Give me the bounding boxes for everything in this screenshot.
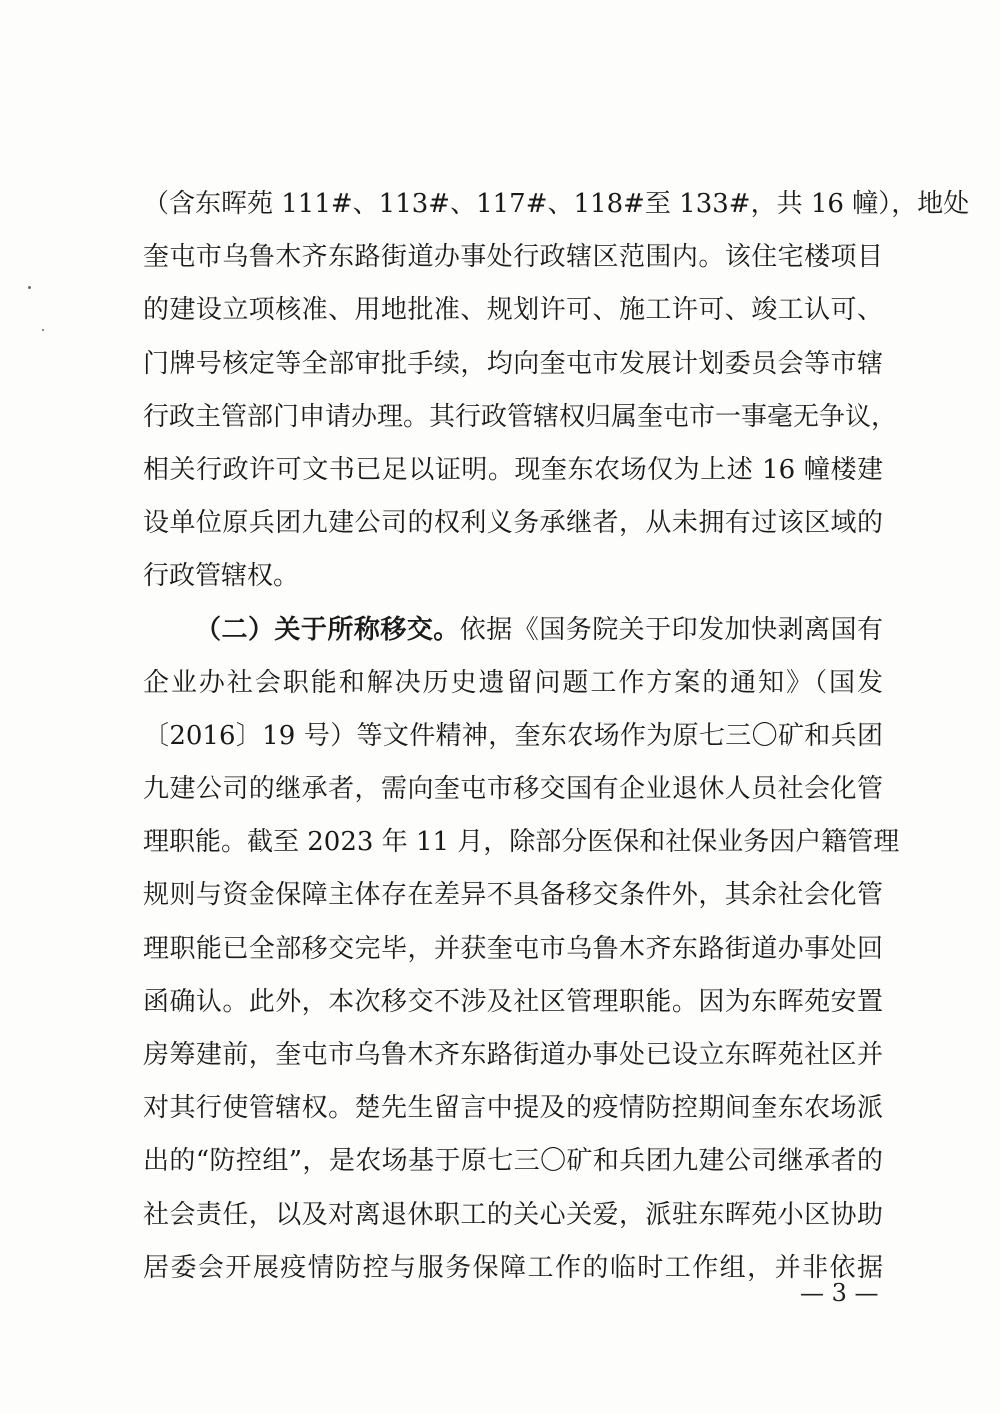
paragraph-line: 理职能。截至 2023 年 11 月，除部分医保和社保业务因户籍管理 <box>143 827 900 858</box>
paragraph-line: 〔2016〕19 号）等文件精神，奎东农场作为原七三〇矿和兵团 <box>143 720 883 751</box>
paragraph-line: 房筹建前，奎屯市乌鲁木齐东路街道办事处已设立东晖苑社区并 <box>143 1040 883 1070</box>
document-body <box>143 178 970 1295</box>
section-text: 依据《国务院关于印发加快剥离国有 <box>459 614 883 645</box>
scan-speck <box>28 286 31 289</box>
paragraph-line: 企业办社会职能和解决历史遗留问题工作方案的通知》（国发 <box>143 667 883 698</box>
paragraph-line: 理职能已全部移交完毕，并获奎屯市乌鲁木齐东路街道办事处回 <box>143 933 883 964</box>
paragraph-line: 设单位原兵团九建公司的权利义务承继者，从未拥有过该区域的 <box>143 508 883 539</box>
paragraph-line: 居委会开展疫情防控与服务保障工作的临时工作组，并非依据 <box>143 1252 883 1283</box>
paragraph-line: 规则与资金保障主体存在差异不具备移交条件外，其余社会化管 <box>143 880 883 911</box>
section-heading-line <box>143 604 883 657</box>
paragraph-line: （含东晖苑 111#、113#、117#、118#至 133#，共 16 幢），地处 <box>143 189 970 219</box>
section-heading: （二）关于所称移交。 <box>195 614 460 645</box>
paragraph-line: 相关行政许可文书已足以证明。现奎东农场仅为上述 16 幢楼建 <box>143 454 883 485</box>
paragraph-line: 行政主管部门申请办理。其行政管辖权归属奎屯市一事毫无争议， <box>143 401 898 432</box>
paragraph-line: 的建设立项核准、用地批准、规划许可、施工许可、竣工认可、 <box>143 295 883 326</box>
paragraph-line: 出的“防控组”，是农场基于原七三〇矿和兵团九建公司继承者的 <box>143 1146 883 1177</box>
paragraph-line: 奎屯市乌鲁木齐东路街道办事处行政辖区范围内。该住宅楼项目 <box>143 242 883 273</box>
paragraph-line: 行政管辖权。 <box>143 561 300 592</box>
page-number: — 3 — <box>800 1279 879 1307</box>
paragraph-line: 社会责任，以及对离退休职工的关心关爱，派驻东晖苑小区协助 <box>143 1199 883 1230</box>
paragraph-line: 九建公司的继承者，需向奎屯市移交国有企业退休人员社会化管 <box>143 774 883 805</box>
paragraph-line: 函确认。此外，本次移交不涉及社区管理职能。因为东晖苑安置 <box>143 986 883 1017</box>
paragraph-line: 对其行使管辖权。楚先生留言中提及的疫情防控期间奎东农场派 <box>143 1093 883 1124</box>
scan-speck <box>42 329 44 331</box>
paragraph-line: 门牌号核定等全部审批手续，均向奎屯市发展计划委员会等市辖 <box>143 348 883 379</box>
